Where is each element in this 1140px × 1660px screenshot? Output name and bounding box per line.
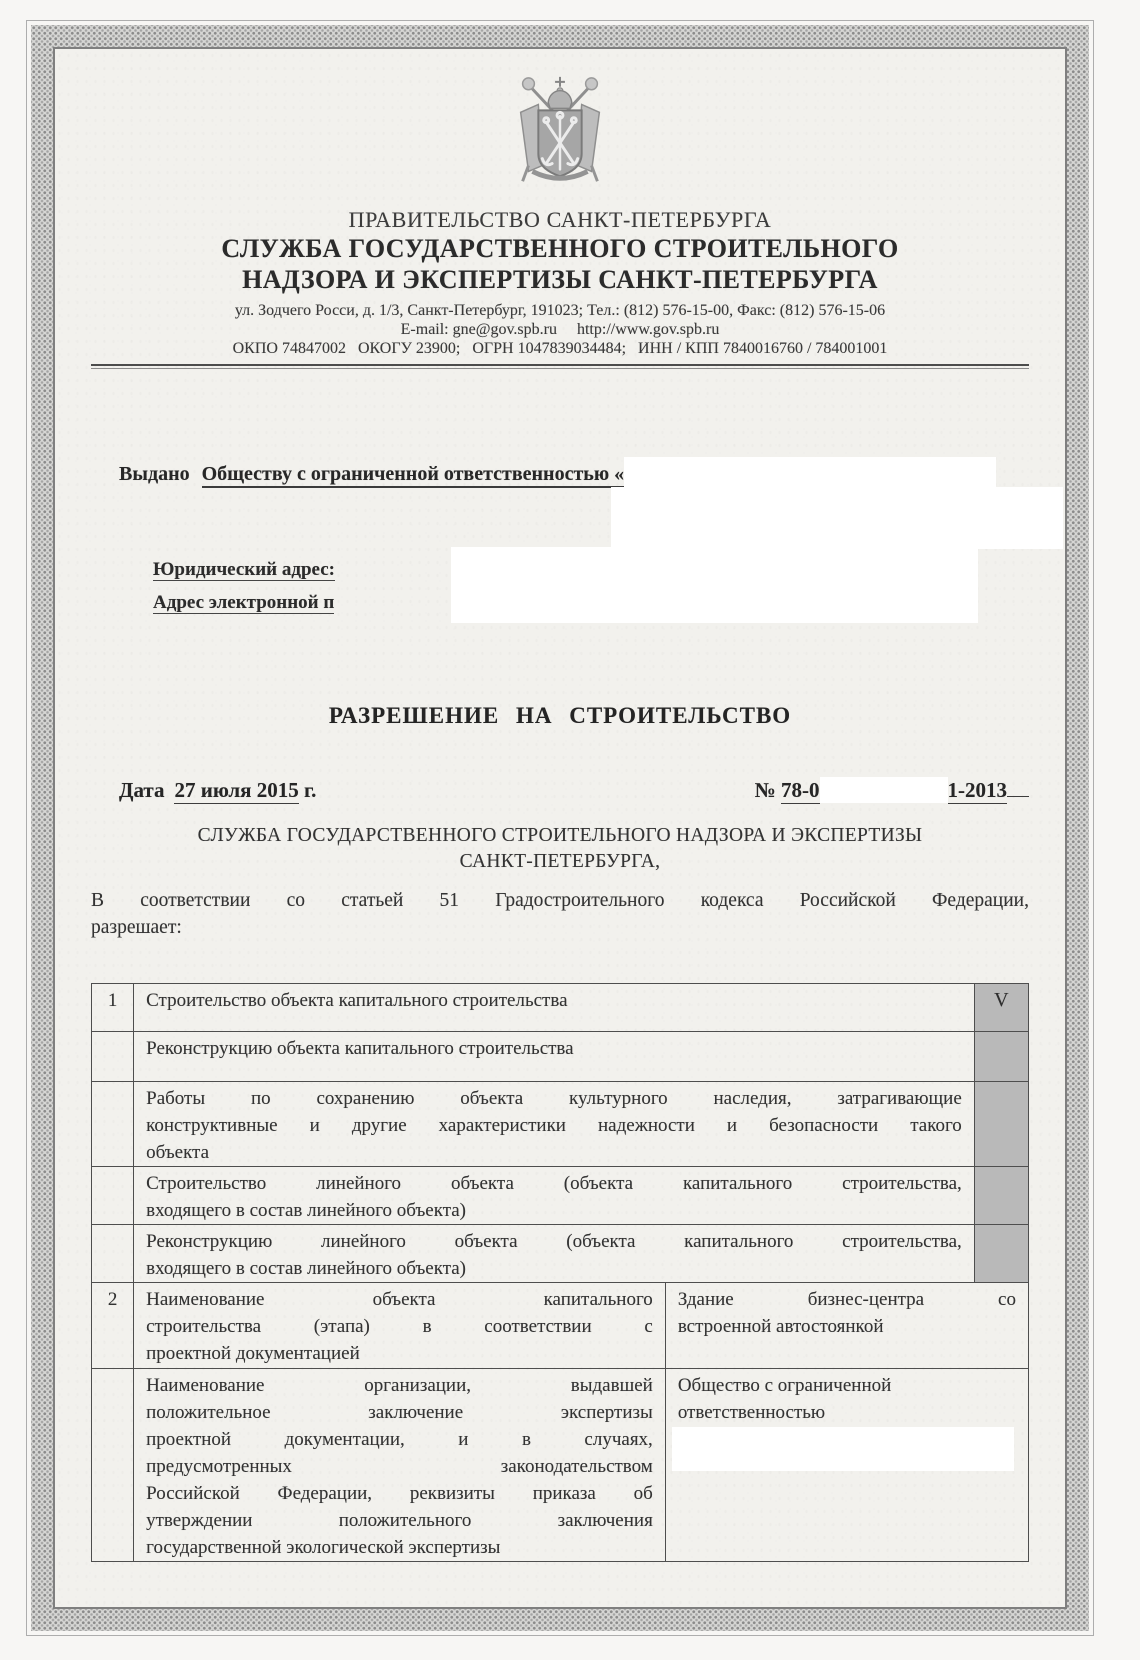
email-address-label: Адрес электронной п	[153, 592, 335, 614]
section1-number: 1	[92, 984, 134, 1032]
redaction-box-address	[451, 547, 978, 623]
service-title-line2: НАДЗОРА И ЭКСПЕРТИЗЫ САНКТ-ПЕТЕРБУРГА	[242, 265, 878, 295]
work-type-text: Реконструкцию объекта капитального строительства	[146, 1038, 574, 1060]
checkbox-cell	[974, 1225, 1028, 1283]
date-label: Дата	[119, 778, 165, 803]
number-part2: 1-2013	[947, 778, 1007, 803]
legal-basis-paragraph	[91, 887, 1029, 941]
attribute-value-cell	[665, 1369, 1028, 1562]
work-type-text: объекта	[146, 1142, 210, 1164]
work-type-text: входящего в состав линейного объекта)	[146, 1200, 466, 1222]
letterhead-divider	[91, 364, 1029, 369]
permit-number	[755, 777, 1029, 803]
legal-address-label: Юридический адрес:	[153, 559, 335, 581]
attribute-label-text: Российской Федерации, реквизиты приказа об	[146, 1483, 653, 1505]
table-row	[92, 1225, 1029, 1283]
permit-date	[119, 778, 316, 803]
redaction-box-company	[624, 457, 996, 489]
issued-label: Выдано	[119, 463, 190, 486]
checkbox-cell	[974, 1082, 1028, 1167]
authority-name	[91, 823, 1029, 875]
attribute-value-text: Общество с ограниченной	[677, 1375, 892, 1397]
service-title-line1: СЛУЖБА ГОСУДАРСТВЕННОГО СТРОИТЕЛЬНОГО	[221, 234, 899, 263]
document-content	[55, 49, 1065, 1607]
work-type-text: входящего в состав линейного объекта)	[146, 1258, 466, 1280]
attribute-label-text: государственной экологической экспертизы	[146, 1537, 501, 1559]
attribute-value-cell	[665, 1283, 1028, 1369]
attribute-label-text: Наименование организации, выдавшей	[146, 1375, 653, 1397]
work-type-cell	[134, 1225, 975, 1283]
authority-line2: САНКТ-ПЕТЕРБУРГА,	[459, 851, 661, 873]
checkbox-cell	[974, 1167, 1028, 1225]
ornamental-border-band	[31, 25, 1089, 1631]
attribute-label-text: проектной документацией	[146, 1343, 360, 1365]
attribute-label-text: утверждении положительного заключения	[146, 1510, 653, 1532]
work-type-cell	[134, 984, 975, 1032]
number-part1: 78-0	[781, 778, 820, 803]
redaction-box-number	[820, 777, 948, 803]
table-row	[92, 1167, 1029, 1225]
date-number-row	[119, 777, 1029, 803]
table-row	[92, 1032, 1029, 1082]
checkbox-cell: V	[974, 984, 1028, 1032]
checkbox-cell	[974, 1032, 1028, 1082]
redaction-box-expert-org	[672, 1427, 1014, 1471]
date-value: 27 июля 2015	[174, 778, 299, 803]
issued-to-line	[119, 457, 1029, 489]
issued-company-name: Обществу с ограниченной ответственностью «	[202, 463, 625, 488]
org-email-web-line: E-mail: gne@gov.spb.ru http://www.gov.spb.ru	[400, 321, 720, 339]
attribute-label-cell	[134, 1369, 666, 1562]
work-type-text: Строительство объекта капитального строительства	[146, 990, 568, 1012]
table-row	[92, 1082, 1029, 1167]
legal-address-block	[153, 553, 1029, 619]
work-type-cell	[134, 1167, 975, 1225]
saint-petersburg-coat-of-arms-icon	[498, 71, 622, 197]
work-type-text: Строительство линейного объекта (объекта капитального строительства,	[146, 1173, 962, 1195]
section2-number: 2	[92, 1283, 134, 1369]
legal-basis-line1: В соответствии со статьей 51 Градостроительного кодекса Российской Федерации,	[91, 890, 1029, 912]
attribute-value-text: ответственностью	[677, 1402, 826, 1424]
government-title: ПРАВИТЕЛЬСТВО САНКТ-ПЕТЕРБУРГА	[348, 207, 772, 232]
work-type-text: Работы по сохранению объекта культурного наследия, затрагивающие	[146, 1088, 962, 1110]
date-suffix: г.	[304, 778, 317, 803]
work-type-text: Реконструкцию линейного объекта (объекта капитального строительства,	[146, 1231, 962, 1253]
document-paper	[53, 47, 1067, 1609]
document-title: РАЗРЕШЕНИЕ НА СТРОИТЕЛЬСТВО	[328, 703, 792, 729]
attribute-label-text: положительное заключение экспертизы	[146, 1402, 653, 1424]
table-row	[92, 1283, 1029, 1369]
work-type-cell	[134, 1032, 975, 1082]
attribute-label-text: проектной документации, и в случаях,	[146, 1429, 653, 1451]
number-underline-tail	[1007, 795, 1029, 797]
permit-table	[91, 983, 1029, 1562]
attribute-value-text: Здание бизнес-центра со	[677, 1289, 1016, 1311]
work-type-cell	[134, 1082, 975, 1167]
redaction-box-company-2	[611, 487, 1063, 549]
table-row	[92, 984, 1029, 1032]
attribute-label-cell	[134, 1283, 666, 1369]
attribute-label-text: Наименование объекта капитального	[146, 1289, 653, 1311]
org-codes-line: ОКПО 74847002 ОКОГУ 23900; ОГРН 1047839034484; ИНН / КПП 7840016760 / 784001001	[232, 340, 888, 358]
org-address-line: ул. Зодчего Росси, д. 1/3, Санкт-Петербург, 191023; Тел.: (812) 576-15-00, Факс: (812) 576-15-06	[234, 302, 886, 320]
attribute-value-text: встроенной автостоянкой	[677, 1316, 884, 1338]
legal-basis-line2: разрешает:	[91, 917, 182, 939]
table-row	[92, 1369, 1029, 1562]
number-label: №	[754, 778, 776, 803]
attribute-label-text: предусмотренных законодательством	[146, 1456, 653, 1478]
work-type-text: конструктивные и другие характеристики надежности и безопасности такого	[146, 1115, 962, 1137]
authority-line1: СЛУЖБА ГОСУДАРСТВЕННОГО СТРОИТЕЛЬНОГО НАДЗОРА И ЭКСПЕРТИЗЫ	[197, 825, 923, 847]
attribute-label-text: строительства (этапа) в соответствии с	[146, 1316, 653, 1338]
